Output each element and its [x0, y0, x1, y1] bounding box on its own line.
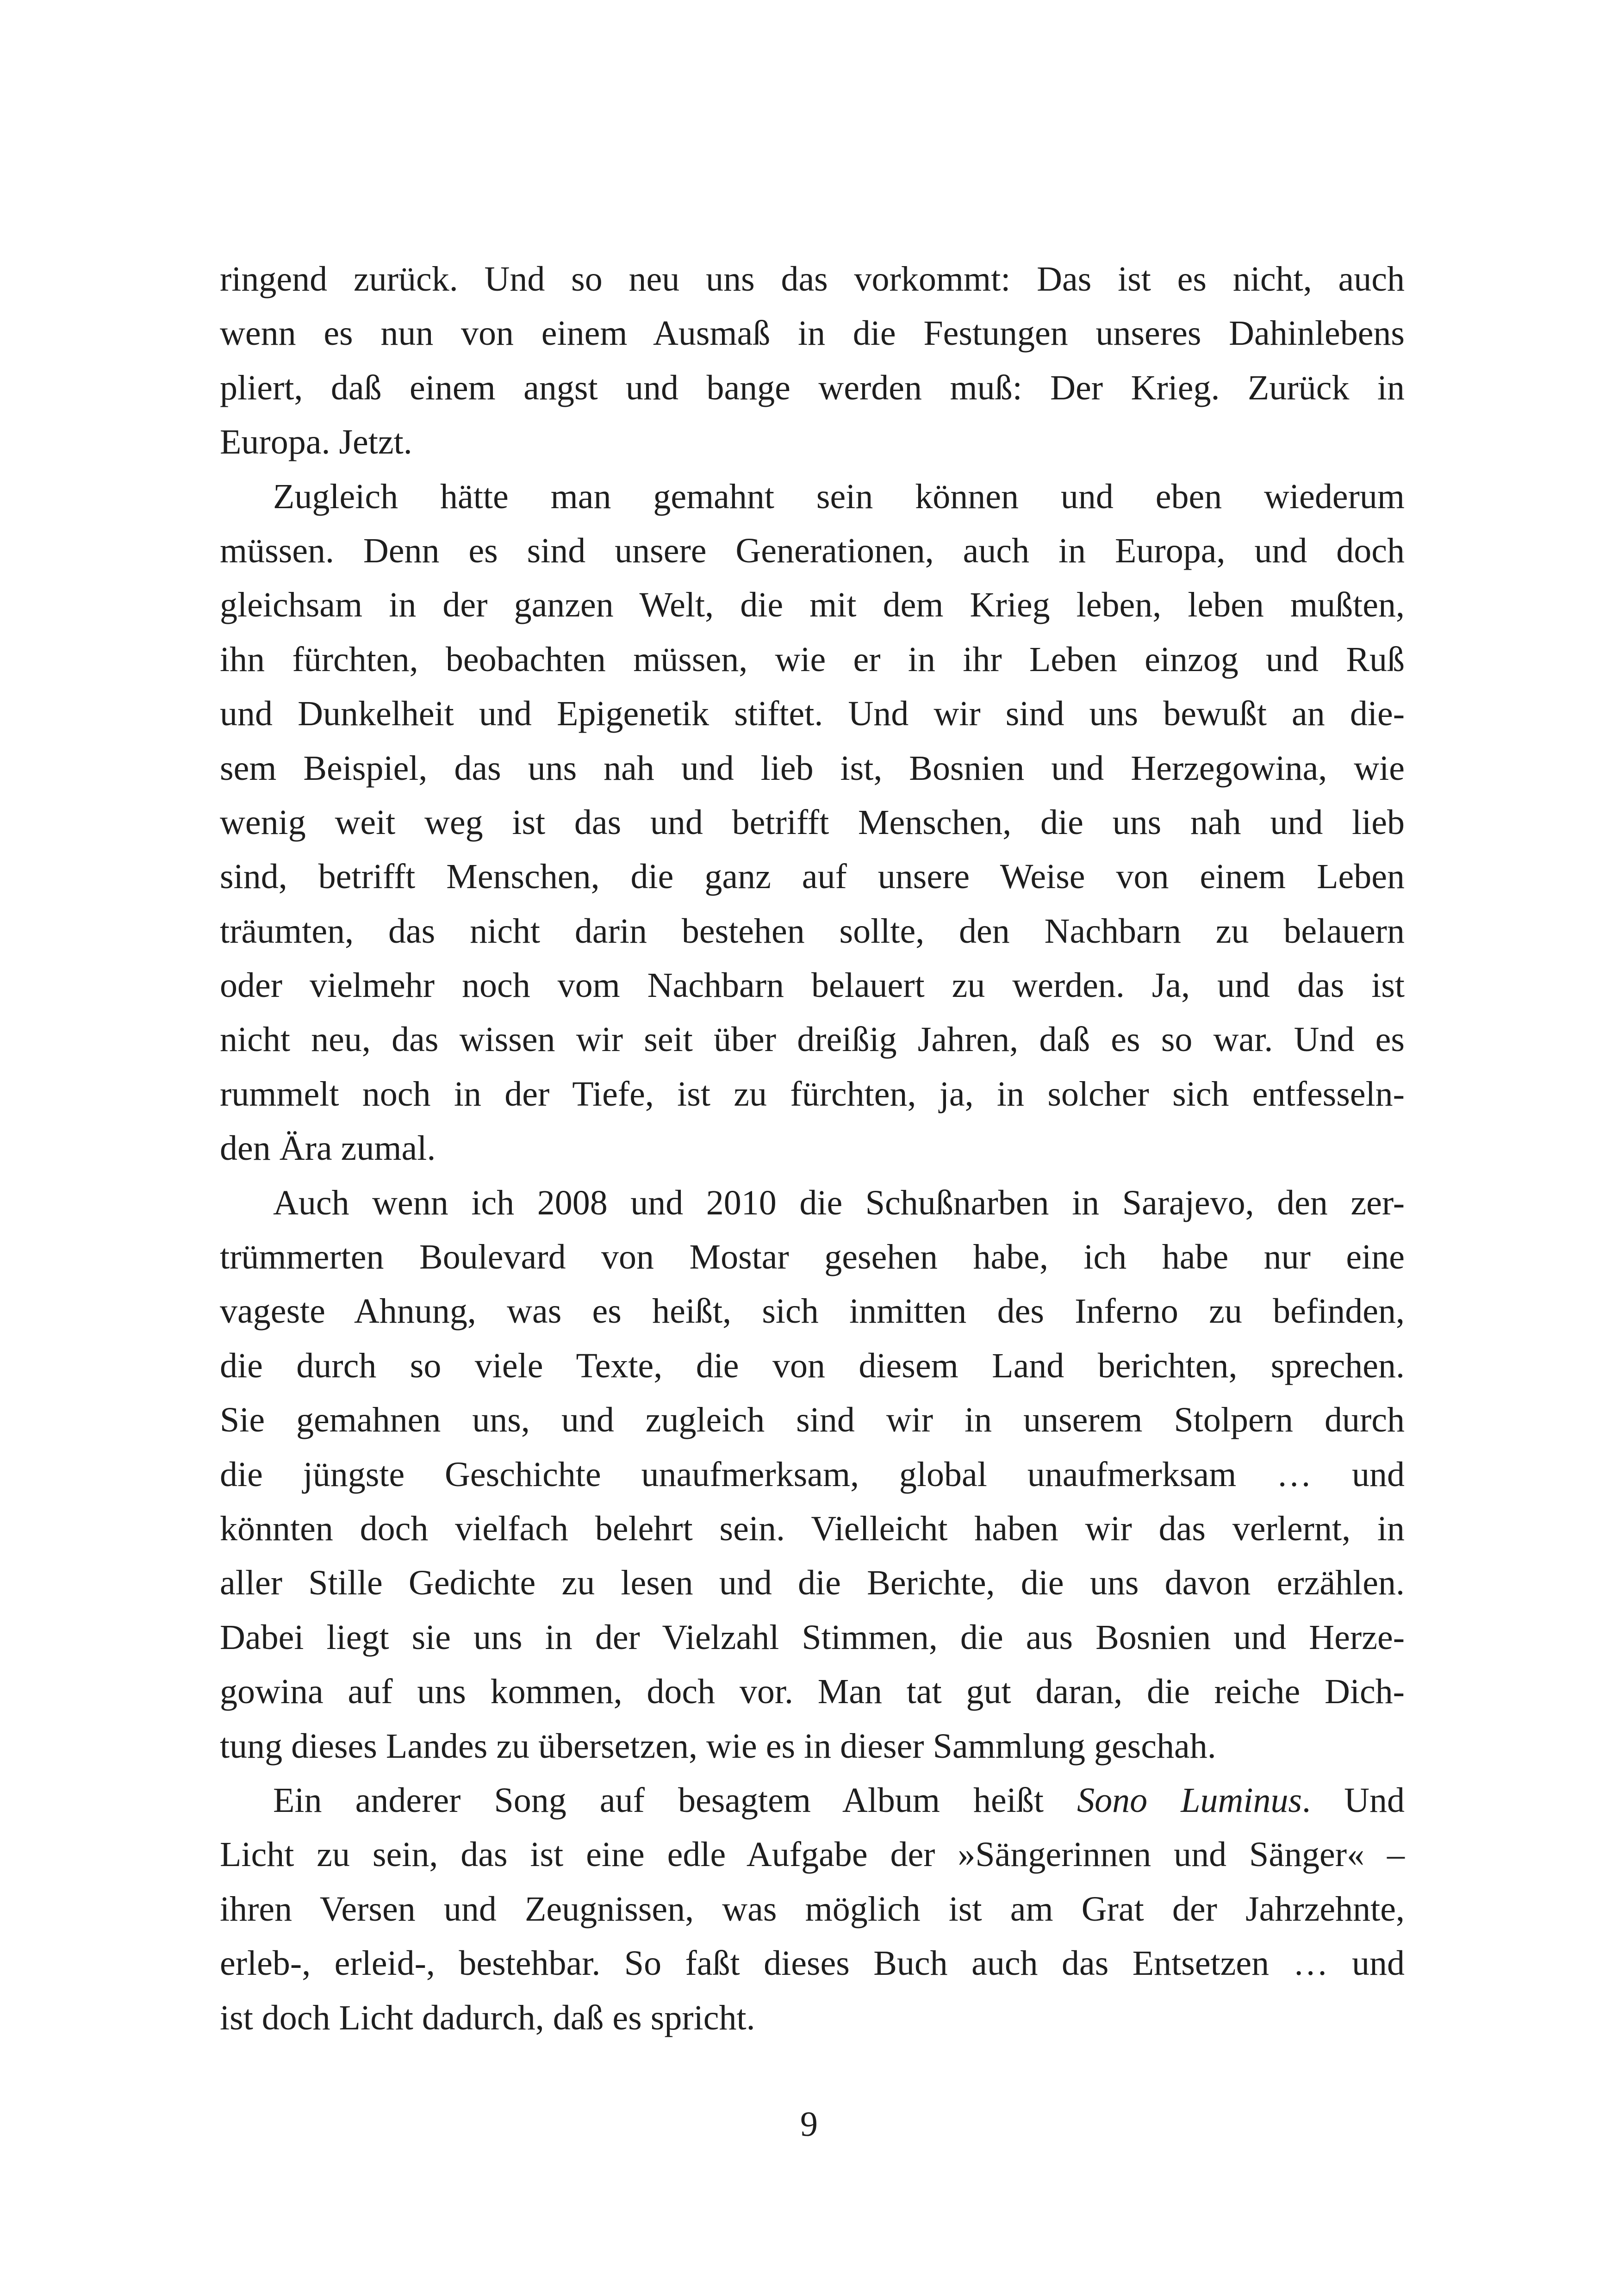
text-line: gowina auf uns kommen, doch vor. Man tat gut daran, die reiche Dich- [220, 1672, 1405, 1711]
paragraph-2 [220, 470, 1405, 1176]
text-line: Sie gemahnen uns, und zugleich sind wir in unserem Stolpern durch [220, 1400, 1405, 1440]
text-line: sind, betrifft Menschen, die ganz auf unsere Weise von einem Leben [220, 857, 1405, 896]
text-line: ringend zurück. Und so neu uns das vorkommt: Das ist es nicht, auch [220, 260, 1405, 299]
text-line: gleichsam in der ganzen Welt, die mit dem Krieg leben, leben mußten, [220, 585, 1405, 625]
text-segment: . Und [1302, 1780, 1405, 1820]
text-line: Licht zu sein, das ist eine edle Aufgabe der »Sängerinnen und Sänger« – [220, 1835, 1405, 1874]
text-line: den Ära zumal. [220, 1129, 436, 1168]
text-line: müssen. Denn es sind unsere Generationen, auch in Europa, und doch [220, 531, 1405, 570]
paragraph-4 [220, 1773, 1405, 2045]
text-line: wenig weit weg ist das und betrifft Menschen, die uns nah und lieb [220, 803, 1405, 842]
text-segment: Ein anderer Song auf besagtem Album heißt [273, 1780, 1077, 1820]
text-line: die jüngste Geschichte unaufmerksam, global unaufmerksam … und [220, 1455, 1405, 1494]
text-line: oder vielmehr noch vom Nachbarn belauert zu werden. Ja, und das ist [220, 966, 1405, 1005]
text-line: pliert, daß einem angst und bange werden muß: Der Krieg. Zurück in [220, 368, 1405, 407]
text-line: sem Beispiel, das uns nah und lieb ist, Bosnien und Herzegowina, wie [220, 748, 1405, 788]
text-line: Europa. Jetzt. [220, 423, 412, 462]
text-line: rummelt noch in der Tiefe, ist zu fürchten, ja, in solcher sich entfesseln- [220, 1074, 1405, 1114]
album-song-title: Sono Luminus [1077, 1780, 1302, 1820]
text-line: Auch wenn ich 2008 und 2010 die Schußnarben in Sarajevo, den zer- [273, 1183, 1405, 1222]
text-line: erleb-, erleid-, bestehbar. So faßt dieses Buch auch das Entsetzen … und [220, 1944, 1405, 1983]
text-line: ihn fürchten, beobachten müssen, wie er in ihr Leben einzog und Ruß [220, 640, 1405, 679]
text-line: könnten doch vielfach belehrt sein. Vielleicht haben wir das verlernt, in [220, 1509, 1405, 1548]
text-line [220, 1773, 1405, 1828]
text-line: nicht neu, das wissen wir seit über dreißig Jahren, daß es so war. Und es [220, 1020, 1405, 1059]
text-line: ist doch Licht dadurch, daß es spricht. [220, 1998, 755, 2037]
paragraph-1 [220, 252, 1405, 470]
text-line: wenn es nun von einem Ausmaß in die Festungen unseres Dahinlebens [220, 314, 1405, 353]
text-line: tung dieses Landes zu übersetzen, wie es in dieser Sammlung geschah. [220, 1726, 1216, 1766]
text-line: Dabei liegt sie uns in der Vielzahl Stimmen, die aus Bosnien und Herze- [220, 1618, 1405, 1657]
text-line: trümmerten Boulevard von Mostar gesehen habe, ich habe nur eine [220, 1238, 1405, 1277]
text-line: die durch so viele Texte, die von diesem Land berichten, sprechen. [220, 1346, 1405, 1385]
text-line: Zugleich hätte man gemahnt sein können und eben wiederum [273, 477, 1405, 516]
text-line: vageste Ahnung, was es heißt, sich inmitten des Inferno zu befinden, [220, 1292, 1405, 1331]
text-line: aller Stille Gedichte zu lesen und die Berichte, die uns davon erzählen. [220, 1563, 1405, 1603]
page-number: 9 [800, 2105, 818, 2144]
body-text [220, 252, 1405, 2045]
paragraph-3 [220, 1176, 1405, 1773]
text-line: ihren Versen und Zeugnissen, was möglich ist am Grat der Jahrzehnte, [220, 1889, 1405, 1929]
text-line: und Dunkelheit und Epigenetik stiftet. Und wir sind uns bewußt an die- [220, 694, 1405, 734]
text-line: träumten, das nicht darin bestehen sollte, den Nachbarn zu belauern [220, 911, 1405, 951]
